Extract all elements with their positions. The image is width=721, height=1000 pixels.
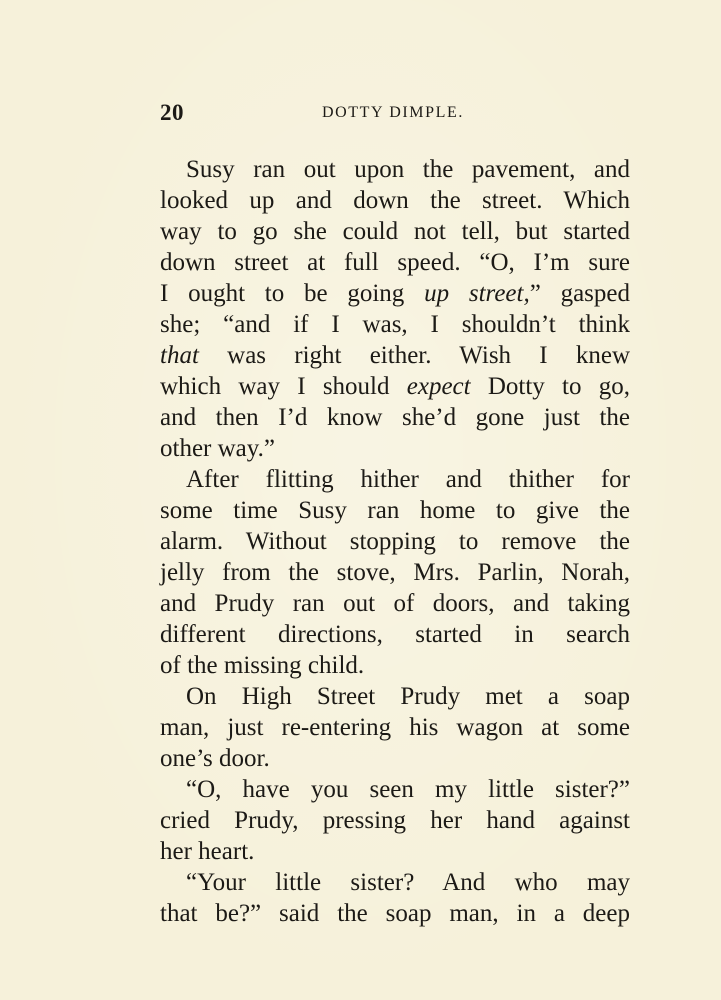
- book-title: DOTTY DIMPLE.: [322, 104, 464, 121]
- text-line: that was right either. Wish I knew: [160, 342, 630, 369]
- text-line: of the missing child.: [160, 652, 365, 679]
- text-line: different directions, started in search: [160, 621, 630, 648]
- text-line: jelly from the stove, Mrs. Parlin, Norah,: [160, 559, 630, 586]
- text-line: other way.”: [160, 435, 275, 462]
- text-line: alarm. Without stopping to remove the: [160, 528, 630, 555]
- running-head: [160, 100, 630, 132]
- text-line: and Prudy ran out of doors, and taking: [160, 590, 630, 617]
- text-line: down street at full speed. “O, I’m sure: [160, 249, 630, 276]
- text-line: After flitting hither and thither for: [186, 466, 630, 493]
- text-line: one’s door.: [160, 745, 270, 772]
- text-line: that be?” said the soap man, in a deep: [160, 900, 630, 927]
- text-line: her heart.: [160, 838, 255, 865]
- text-line: man, just re-entering his wagon at some: [160, 714, 630, 741]
- text-line: On High Street Prudy met a soap: [186, 683, 630, 710]
- text-line: looked up and down the street. Which: [160, 187, 630, 214]
- text-line: some time Susy ran home to give the: [160, 497, 630, 524]
- text-line: “Your little sister? And who may: [186, 869, 630, 896]
- body-text: [160, 154, 630, 929]
- text-line: “O, have you seen my little sister?”: [186, 776, 630, 803]
- text-line: and then I’d know she’d gone just the: [160, 404, 630, 431]
- text-line: Susy ran out upon the pavement, and: [186, 156, 630, 183]
- page-number: 20: [160, 100, 184, 125]
- text-line: I ought to be going up street,” gasped: [160, 280, 630, 307]
- text-line: she; “and if I was, I shouldn’t think: [160, 311, 630, 338]
- text-line: which way I should expect Dotty to go,: [160, 373, 630, 400]
- text-line: cried Prudy, pressing her hand against: [160, 807, 630, 834]
- text-line: way to go she could not tell, but started: [160, 218, 630, 245]
